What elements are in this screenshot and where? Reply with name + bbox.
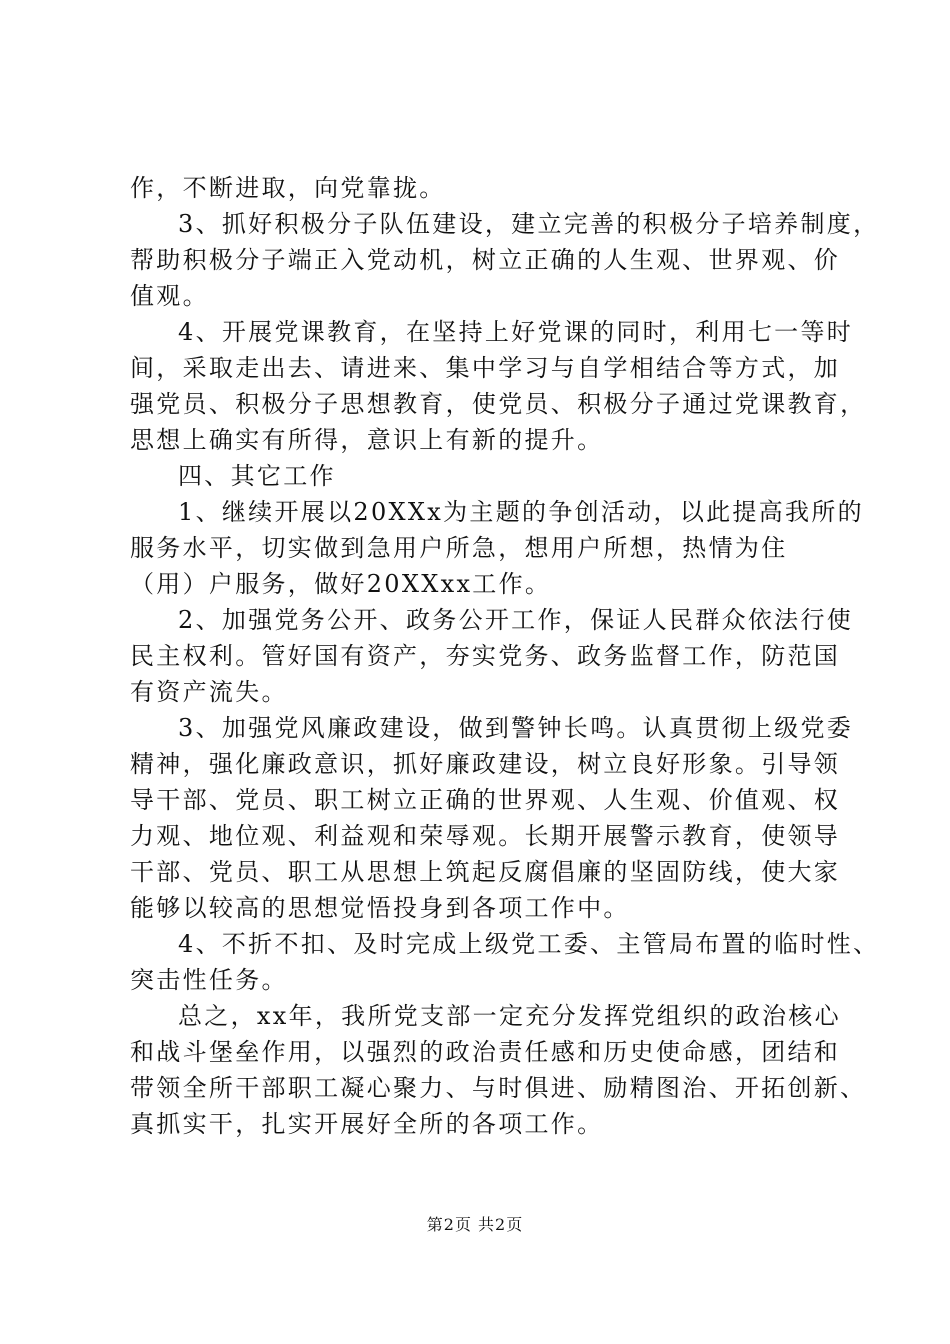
text-line: 服务水平，切实做到急用户所急，想用户所想，热情为住 — [130, 534, 788, 562]
text-line: 干部、党员、职工从思想上筑起反腐倡廉的坚固防线，使大家 — [130, 858, 841, 886]
text-line: 3、抓好积极分子队伍建设，建立完善的积极分子培养制度， — [178, 210, 880, 238]
text-line: 间，采取走出去、请进来、集中学习与自学相结合等方式，加 — [130, 354, 841, 382]
text-line: 力观、地位观、利益观和荣辱观。长期开展警示教育，使领导 — [130, 822, 841, 850]
text-line: 有资产流失。 — [130, 678, 288, 706]
text-line: 值观。 — [130, 282, 209, 310]
text-line: 思想上确实有所得，意识上有新的提升。 — [130, 426, 604, 454]
text-line: 4、不折不扣、及时完成上级党工委、主管局布置的临时性、 — [178, 930, 880, 958]
text-line: 3、加强党风廉政建设，做到警钟长鸣。认真贯彻上级党委 — [178, 714, 854, 742]
text-line: 总之，xx年，我所党支部一定充分发挥党组织的政治核心 — [178, 1002, 841, 1030]
text-line: 帮助积极分子端正入党动机，树立正确的人生观、世界观、价 — [130, 246, 841, 274]
text-line: 民主权利。管好国有资产，夯实党务、政务监督工作，防范国 — [130, 642, 841, 670]
document-body — [130, 170, 880, 1142]
page-number-footer: 第2页 共2页 — [426, 1215, 524, 1234]
text-line: （用）户服务，做好20XXxx工作。 — [130, 570, 552, 598]
text-line: 强党员、积极分子思想教育，使党员、积极分子通过党课教育， — [130, 390, 867, 418]
text-line: 能够以较高的思想觉悟投身到各项工作中。 — [130, 894, 630, 922]
text-line: 突击性任务。 — [130, 966, 288, 994]
section-heading: 四、其它工作 — [178, 462, 336, 490]
text-line: 真抓实干，扎实开展好全所的各项工作。 — [130, 1110, 604, 1138]
text-line: 带领全所干部职工凝心聚力、与时俱进、励精图治、开拓创新、 — [130, 1074, 867, 1102]
text-line: 和战斗堡垒作用，以强烈的政治责任感和历史使命感，团结和 — [130, 1038, 841, 1066]
text-line: 精神，强化廉政意识，抓好廉政建设，树立良好形象。引导领 — [130, 750, 841, 778]
text-line: 1、继续开展以20XXx为主题的争创活动，以此提高我所的 — [178, 498, 864, 526]
text-line: 2、加强党务公开、政务公开工作，保证人民群众依法行使 — [178, 606, 854, 634]
text-line: 导干部、党员、职工树立正确的世界观、人生观、价值观、权 — [130, 786, 841, 814]
text-line: 4、开展党课教育，在坚持上好党课的同时，利用七一等时 — [178, 318, 854, 346]
text-line: 作，不断进取，向党靠拢。 — [130, 174, 446, 202]
